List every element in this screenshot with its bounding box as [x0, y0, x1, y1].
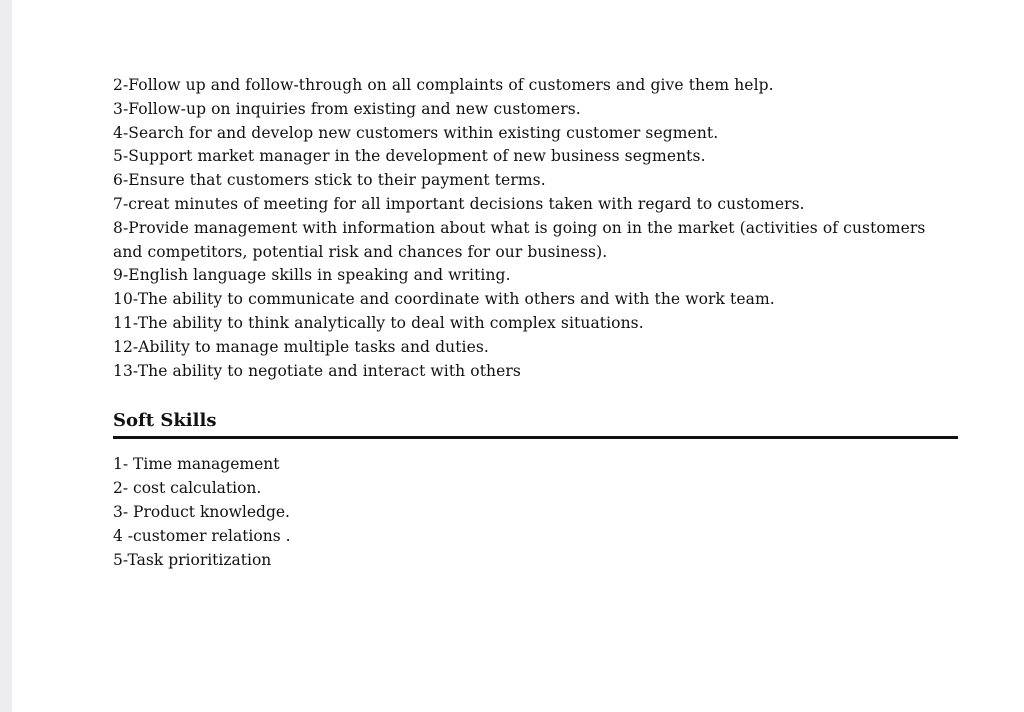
duty-item: 13-The ability to negotiate and interact with others [113, 361, 521, 380]
soft-skills-list [113, 453, 958, 572]
duty-item: 3-Follow-up on inquiries from existing and new customers. [113, 99, 581, 118]
soft-skill-item: 4 -customer relations . [113, 526, 291, 545]
duty-item: 2-Follow up and follow-through on all complaints of customers and give them help. [113, 76, 774, 94]
soft-skill-item: 2- cost calculation. [113, 479, 262, 498]
duty-item: 4-Search for and develop new customers within existing customer segment. [113, 123, 719, 142]
section-divider [113, 436, 958, 439]
section-title: Soft Skills [113, 410, 217, 432]
duty-item: 7-creat minutes of meeting for all important decisions taken with regard to customers. [113, 194, 805, 213]
duty-item: 12-Ability to manage multiple tasks and duties. [113, 337, 489, 356]
soft-skill-item: 3- Product knowledge. [113, 502, 290, 521]
duty-item: 8-Provide management with information about what is going on in the market (activities of customers and competitors, potential risk and chances for our business). [113, 218, 926, 261]
viewer-left-gutter [0, 0, 12, 712]
page-content [113, 74, 958, 572]
duty-item: 10-The ability to communicate and coordinate with others and with the work team. [113, 290, 775, 309]
soft-skill-item: 5-Task prioritization [113, 550, 272, 569]
duty-item: 6-Ensure that customers stick to their payment terms. [113, 171, 546, 190]
document-page [12, 0, 1024, 712]
duties-list [113, 74, 958, 383]
duty-item: 11-The ability to think analytically to deal with complex situations. [113, 313, 644, 332]
soft-skill-item: 1- Time management [113, 455, 280, 474]
duty-item: 5-Support market manager in the development of new business segments. [113, 147, 706, 166]
duty-item: 9-English language skills in speaking and writing. [113, 266, 511, 285]
soft-skills-section [113, 409, 958, 572]
